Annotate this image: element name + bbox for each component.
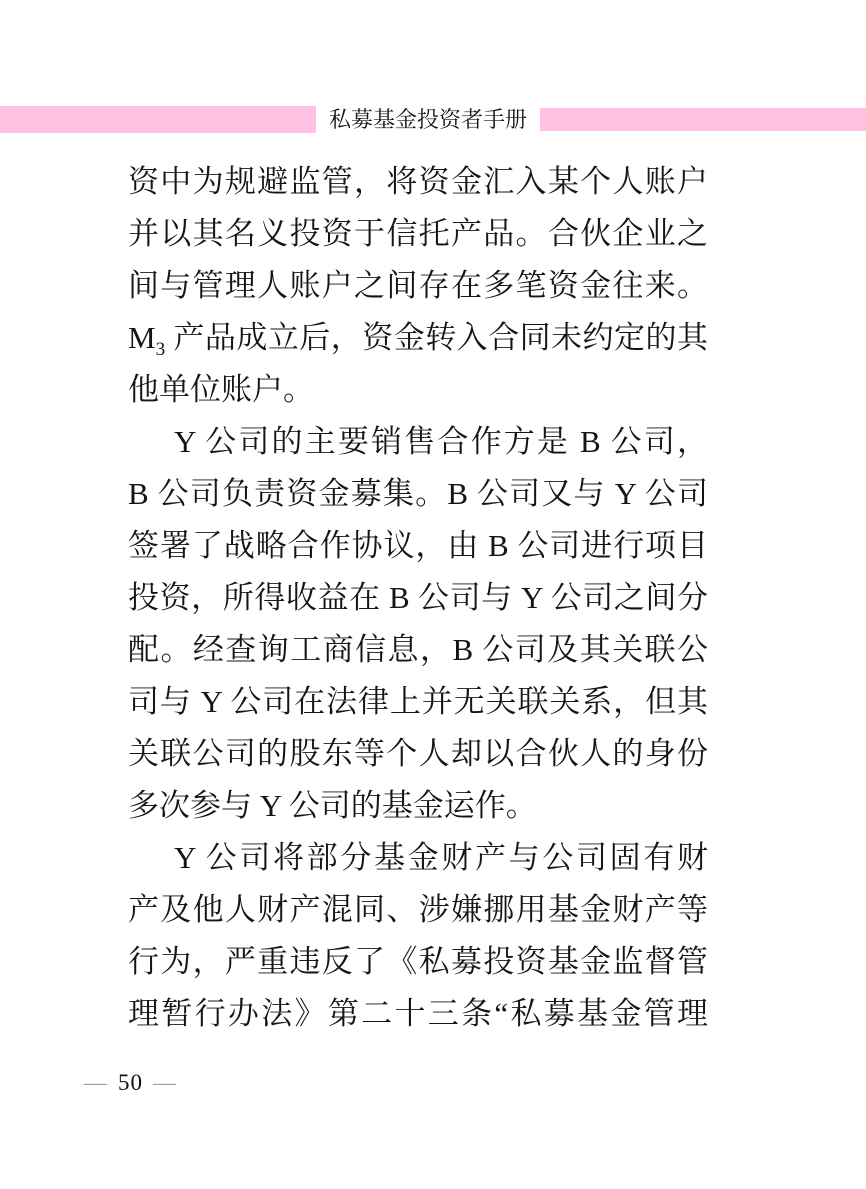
m3-prefix: M xyxy=(128,320,156,355)
body-line: 间与管理人账户之间存在多笔资金往来。 xyxy=(128,268,708,303)
body-line: 产及他人财产混同、涉嫌挪用基金财产等 xyxy=(128,892,708,927)
m3-subscript: 3 xyxy=(155,339,166,361)
body-line: 资中为规避监管，将资金汇入某个人账户 xyxy=(128,164,708,199)
body-line: B 公司负责资金募集。B 公司又与 Y 公司 xyxy=(128,476,708,511)
body-line: 多次参与 Y 公司的基金运作。 xyxy=(128,788,537,823)
m3-rest: 产品成立后，资金转入合同未约定的其 xyxy=(165,320,708,355)
page-number-dash-left: — xyxy=(84,1070,108,1095)
body-line: 并以其名义投资于信托产品。合伙企业之 xyxy=(128,216,708,251)
header-rule-right xyxy=(540,108,866,131)
body-text-block xyxy=(128,156,708,1040)
body-line: Y 公司将部分基金财产与公司固有财 xyxy=(174,840,708,875)
body-line: 投资，所得收益在 B 公司与 Y 公司之间分 xyxy=(128,580,708,615)
body-line: 司与 Y 公司在法律上并无关联关系，但其 xyxy=(128,684,708,719)
page-number-dash-right: — xyxy=(153,1070,177,1095)
body-line: 行为，严重违反了《私募投资基金监督管 xyxy=(128,944,708,979)
body-line: 配。经查询工商信息，B 公司及其关联公 xyxy=(128,632,708,667)
body-line: 关联公司的股东等个人却以合伙人的身份 xyxy=(128,736,708,771)
body-line xyxy=(128,312,708,364)
body-line: 签署了战略合作协议，由 B 公司进行项目 xyxy=(128,528,708,563)
body-line: 理暂行办法》第二十三条“私募基金管理 xyxy=(128,996,708,1031)
page-title: 私募基金投资者手册 xyxy=(328,107,527,132)
body-line: 他单位账户。 xyxy=(128,372,314,407)
page-number xyxy=(84,1068,177,1098)
page-number-value: 50 xyxy=(118,1070,143,1095)
header-rule-left xyxy=(0,106,316,133)
body-line: Y 公司的主要销售合作方是 B 公司， xyxy=(174,424,708,459)
